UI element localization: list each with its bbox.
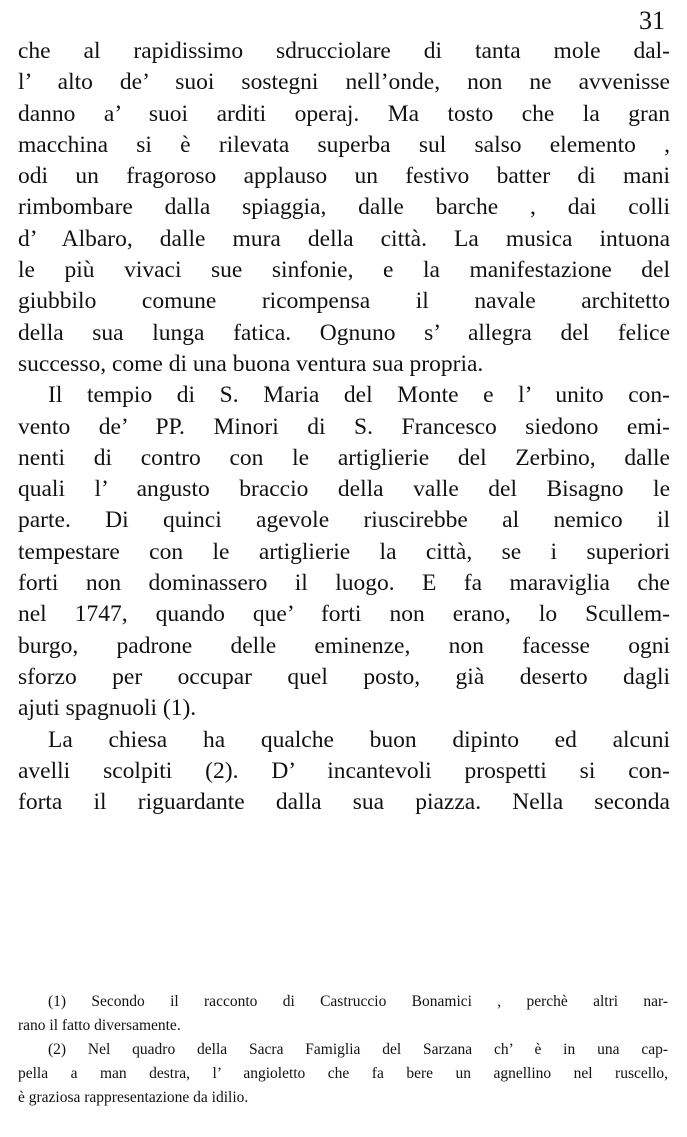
body-text [18, 36, 670, 818]
text-line: giubbilo comune ricompensa il navale architetto [18, 288, 670, 315]
text-line: burgo, padrone delle eminenze, non facesse ogni [18, 632, 670, 659]
text-line: vento de’ PP. Minori di S. Francesco siedono emi- [18, 413, 670, 440]
text-line: successo, come di una buona ventura sua propria. [18, 350, 484, 377]
footnote-line: rano il fatto diversamente. [18, 1017, 181, 1034]
footnote [18, 1038, 668, 1110]
text-line: d’ Albaro, dalle mura della città. La musica intuona [18, 225, 670, 252]
footnote-line: pella a man destra, l’ angioletto che fa bere un agnellino nel ruscello, [18, 1065, 668, 1082]
text-line: Il tempio di S. Maria del Monte e l’ unito con- [48, 382, 670, 409]
paragraph [18, 36, 670, 380]
text-line: forti non dominassero il luogo. E fa maraviglia che [18, 570, 670, 597]
footnotes [18, 990, 668, 1110]
text-line: che al rapidissimo sdrucciolare di tanta mole dal- [18, 38, 670, 64]
text-line: danno a’ suoi arditi operaj. Ma tosto che la gran [18, 100, 670, 127]
text-line: rimbombare dalla spiaggia, dalle barche , dai colli [18, 194, 670, 221]
text-line: ajuti spagnuoli (1). [18, 695, 197, 722]
text-line: tempestare con le artiglierie la città, se i superiori [18, 538, 670, 565]
text-line: macchina si è rilevata superba sul salso elemento , [18, 131, 670, 158]
text-line: avelli scolpiti (2). D’ incantevoli prospetti si con- [18, 757, 670, 784]
text-line: l’ alto de’ suoi sostegni nell’onde, non ne avvenisse [18, 69, 670, 96]
footnote-line: è graziosa rappresentazione da idilio. [18, 1089, 249, 1106]
page-number: 31 [639, 6, 665, 35]
text-line: forta il riguardante dalla sua piazza. Nella seconda [18, 789, 670, 816]
text-line: parte. Di quinci agevole riuscirebbe al nemico il [18, 507, 670, 534]
text-line: sforzo per occupar quel posto, già deserto dagli [18, 663, 670, 690]
text-line: nenti di contro con le artiglierie del Zerbino, dalle [18, 444, 670, 471]
text-line: nel 1747, quando que’ forti non erano, lo Scullem- [18, 601, 670, 628]
text-line: odi un fragoroso applauso un festivo batter di mani [18, 163, 670, 190]
text-line: le più vivaci sue sinfonie, e la manifestazione del [18, 257, 670, 284]
text-line: quali l’ angusto braccio della valle del Bisagno le [18, 476, 670, 503]
footnote [18, 990, 668, 1038]
footnote-line: (2) Nel quadro della Sacra Famiglia del Sarzana ch’ è in una cap- [48, 1041, 668, 1058]
paragraph [18, 380, 670, 724]
text-line: della sua lunga fatica. Ognuno s’ allegra del felice [18, 319, 670, 346]
footnote-line: (1) Secondo il racconto di Castruccio Bonamici , perchè altri nar- [48, 993, 668, 1010]
paragraph [18, 725, 670, 819]
text-line: La chiesa ha qualche buon dipinto ed alcuni [48, 726, 670, 753]
